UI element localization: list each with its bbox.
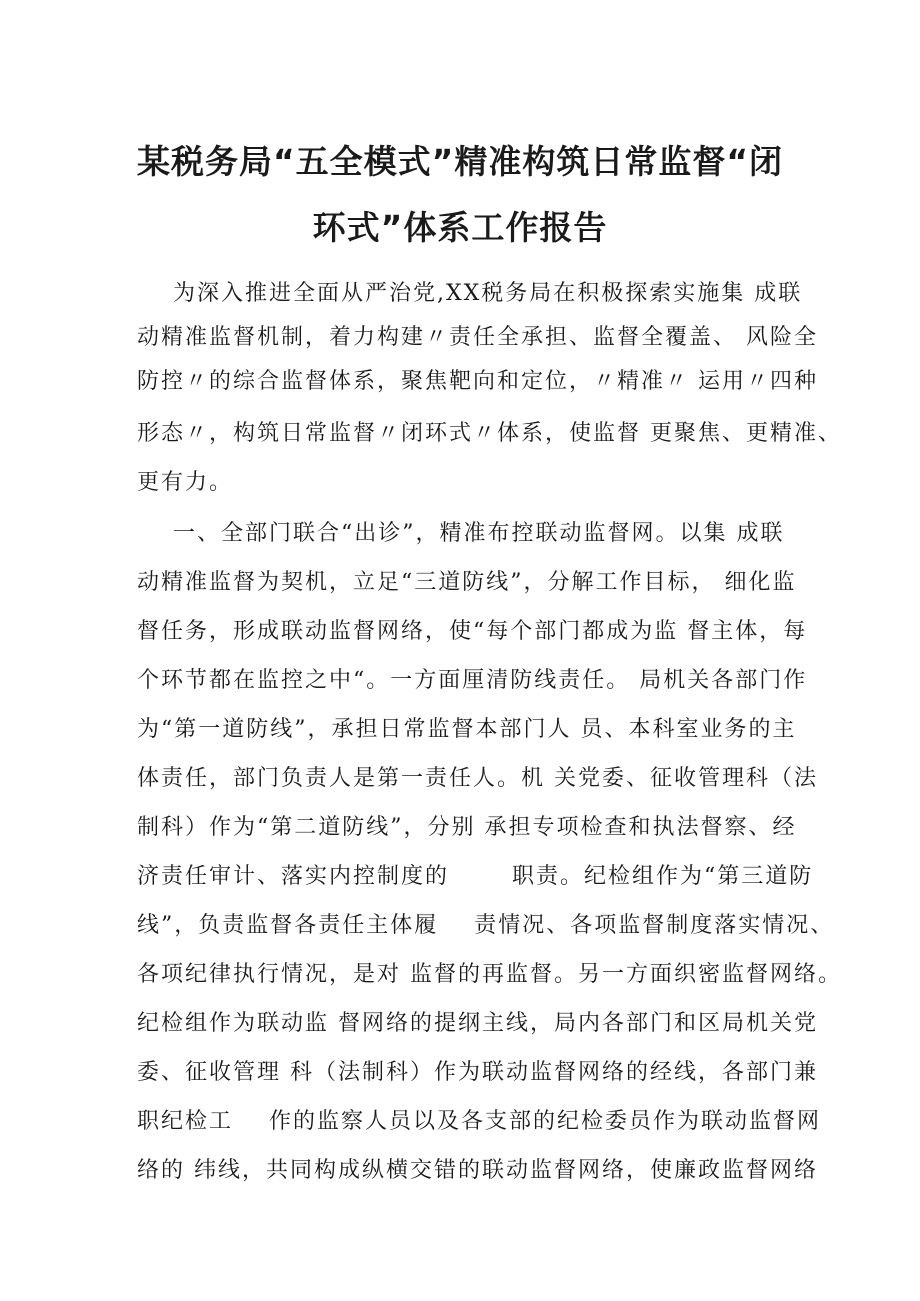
- body-line: 职纪检工 作的监察人员以及各支部的纪检委员作为联动监督网: [137, 1109, 821, 1134]
- body-line: 纪检组作为联动监 督网络的提纲主线，局内各部门和区局机关党: [137, 1011, 818, 1036]
- body-line: 济责任审计、落实内控制度的 职责。纪检组作为“第三道防: [137, 864, 814, 889]
- body-line: 络的 纬线，共同构成纵横交错的联动监督网络，使廉政监督网络: [137, 1158, 818, 1183]
- body-line: 防控〃的综合监督体系，聚焦靶向和定位，〃精准〃 运用〃四种: [137, 369, 818, 394]
- body-line: 各项纪律执行情况，是对 监督的再监督。另一方面织密监督网络。: [137, 962, 842, 987]
- body-line: 一、全部门联合“出诊”，精准布控联动监督网。以集 成联: [137, 521, 785, 546]
- body-line: 为深入推进全面从严治党,XX税务局在积极探索实施集 成联: [137, 281, 803, 306]
- body-line: 制科）作为“第二道防线”，分别 承担专项检查和执法督察、经: [137, 815, 797, 840]
- document-title-line-2: 环式”体系工作报告: [312, 208, 608, 247]
- body-line: 个环节都在监控之中“。一方面厘清防线责任。 局机关各部门作: [137, 668, 808, 693]
- body-line: 委、征收管理 科（法制科）作为联动监督网络的经线，各部门兼: [137, 1060, 818, 1085]
- body-line: 为“第一道防线”，承担日常监督本部门人 员、本科室业务的主: [137, 717, 797, 742]
- body-line: 督任务，形成联动监督网络，使“每个部门都成为监 督主体，每: [137, 619, 808, 644]
- body-line: 动精准监督为契机，立足“三道防线”，分解工作目标， 细化监: [137, 570, 797, 595]
- document-title-line-1: 某税务局“五全模式”精准构筑日常监督“闭: [136, 142, 784, 181]
- body-line: 更有力。: [137, 470, 234, 495]
- body-line: 形态〃，构筑日常监督〃闭环式〃体系，使监督 更聚焦、更精准、: [137, 421, 842, 446]
- body-line: 体责任，部门负责人是第一责任人。机 关党委、征收管理科（法: [137, 766, 818, 791]
- body-line: 动精准监督机制，着力构建〃责任全承担、监督全覆盖、 风险全: [137, 325, 818, 350]
- body-line: 线”，负责监督各责任主体履 责情况、各项监督制度落实情况、: [137, 913, 835, 938]
